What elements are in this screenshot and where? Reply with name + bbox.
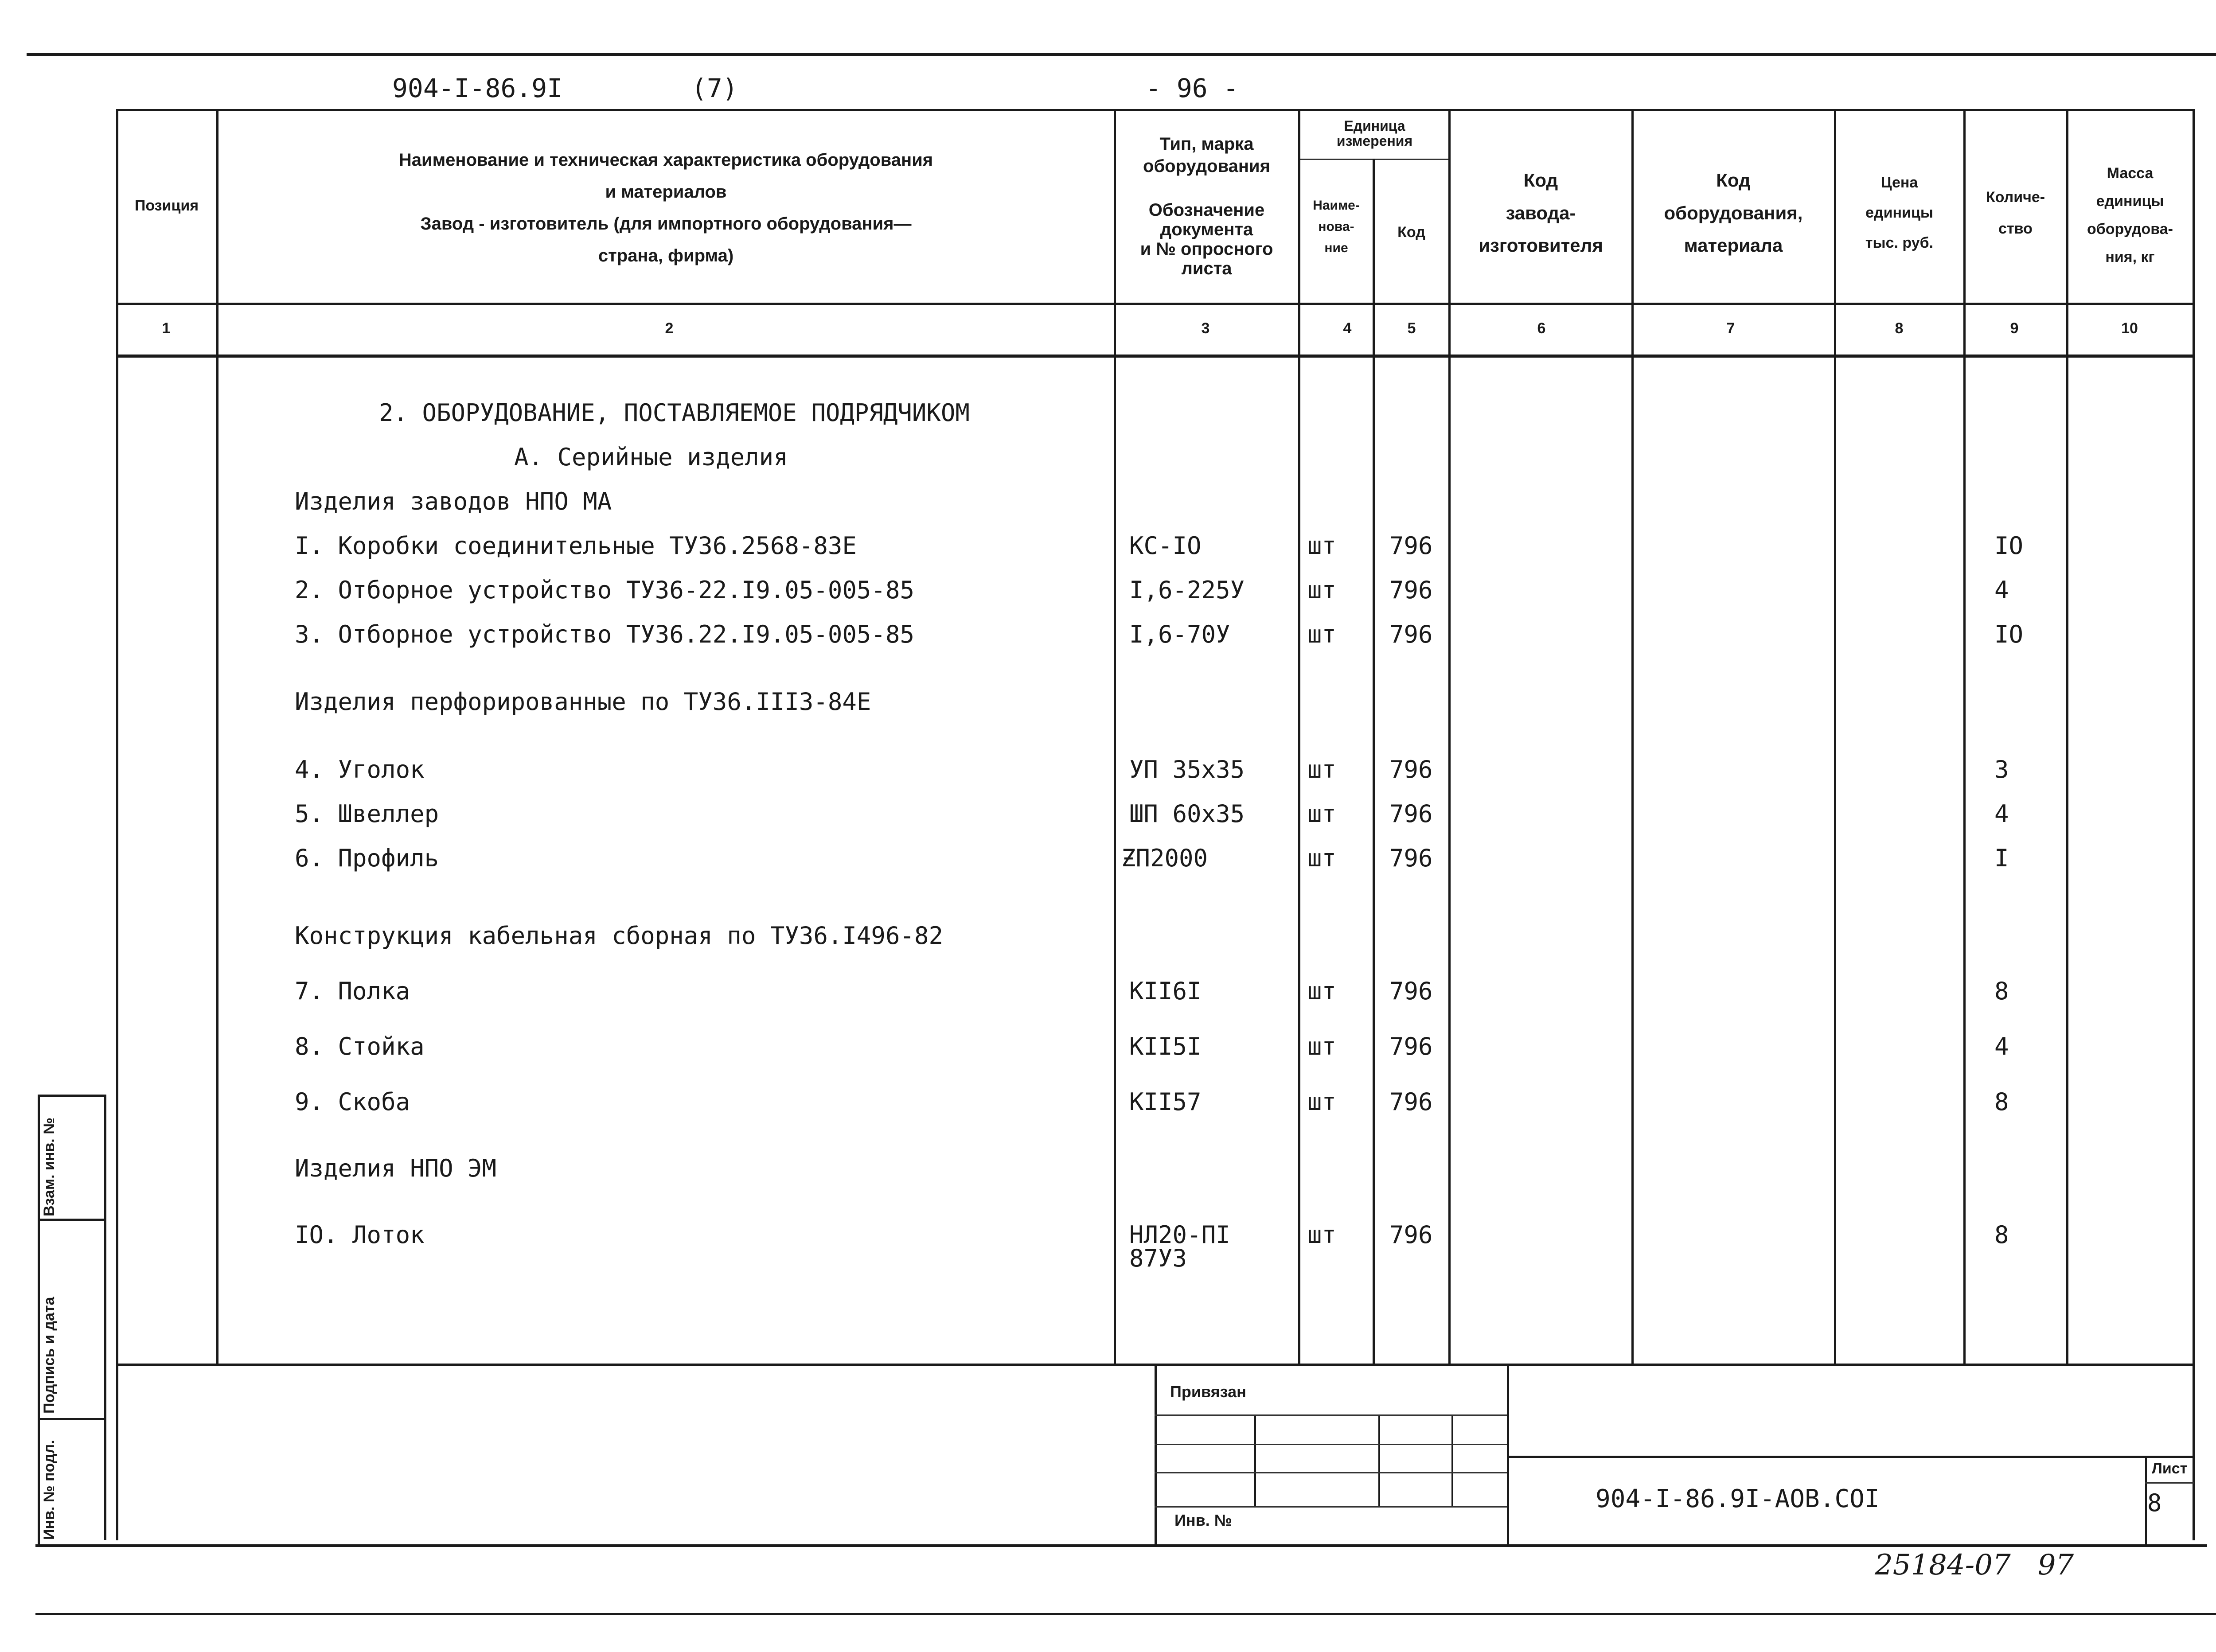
header-mass-line-4: ния, кг	[2105, 248, 2155, 265]
col-line-5	[1448, 109, 1451, 1365]
item-qty: I	[1994, 844, 2009, 872]
page-number: - 96 -	[1146, 73, 1239, 103]
numbers-bottom-line	[116, 355, 2195, 358]
col-line-1	[216, 109, 218, 1365]
header-eq-line-2: оборудования,	[1664, 202, 1803, 223]
sheet-value: 8	[2147, 1489, 2162, 1517]
col-number-5: 5	[1407, 320, 1416, 337]
item-type: УП 35х35	[1129, 756, 1245, 783]
col-line-2	[1114, 109, 1116, 1365]
item-code: 796	[1389, 1032, 1433, 1060]
header-maker-line-1: Код	[1523, 170, 1558, 191]
col-number-9: 9	[2010, 320, 2019, 337]
header-mass-line-1: Масса	[2107, 165, 2154, 182]
item-name: 5. Швеллер	[295, 800, 439, 828]
item-type: I,6-225У	[1129, 576, 1245, 604]
item-unit: шт	[1307, 1088, 1337, 1116]
group-title: Конструкция кабельная сборная по ТУ36.I496-82	[295, 922, 943, 950]
item-name: 6. Профиль	[295, 844, 439, 872]
col-number-3: 3	[1201, 320, 1210, 337]
header-doc-line-3: и № опросного	[1140, 239, 1273, 259]
item-type-line-2: 87У3	[1129, 1244, 1187, 1272]
header-price	[1836, 168, 1962, 258]
item-code: 796	[1389, 844, 1433, 872]
header-price-line-2: единицы	[1865, 204, 1933, 221]
side-stamp-outer	[38, 1095, 40, 1544]
item-unit: шт	[1307, 977, 1337, 1005]
side-stamp-inner	[104, 1095, 106, 1540]
header-doc-line-1: Обозначение	[1148, 200, 1265, 220]
item-name: I. Коробки соединительные ТУ36.2568-83Е	[295, 532, 857, 560]
header-mass-line-3: оборудова-	[2087, 220, 2173, 238]
header-qty-line-1: Количе-	[1986, 189, 2045, 206]
subsection-title: А. Серийные изделия	[514, 443, 788, 471]
item-code: 796	[1389, 1088, 1433, 1116]
item-name: 2. Отборное устройство ТУ36-22.I9.05-005-85	[295, 576, 914, 604]
header-price-line-1: Цена	[1880, 174, 1918, 191]
item-type: ƵП2000	[1121, 844, 1208, 872]
header-maker-line-3: изготовителя	[1479, 235, 1603, 256]
header-equipment-code	[1634, 164, 1833, 262]
side-stamp-div-2	[38, 1418, 106, 1420]
item-name: 3. Отборное устройство ТУ36.22.I9.05-005-85	[295, 620, 914, 648]
header-doc-line-2: документа	[1160, 220, 1253, 239]
item-qty: 4	[1994, 1032, 2009, 1060]
item-unit: шт	[1307, 532, 1337, 560]
header-unit-group	[1301, 119, 1448, 148]
header-eq-line-1: Код	[1716, 170, 1751, 191]
sheet-label: Лист	[2152, 1460, 2188, 1477]
header-name-line-3: Завод - изготовитель (для импортного оборудования—	[420, 214, 912, 234]
header-type-line-2: оборудования	[1143, 156, 1270, 176]
header-unit-name	[1301, 195, 1372, 259]
header-name	[222, 144, 1110, 272]
header-qty-line-2: ство	[1998, 220, 2033, 238]
item-qty: 8	[1994, 977, 2009, 1005]
header-maker-line-2: завода-	[1506, 202, 1576, 223]
item-unit: шт	[1307, 620, 1337, 648]
stamp-row-1	[1155, 1414, 1507, 1416]
item-unit: шт	[1307, 756, 1337, 783]
item-code: 796	[1389, 576, 1433, 604]
group-title: Изделия НПО ЭМ	[295, 1154, 497, 1182]
header-type-line-1: Тип, марка	[1159, 134, 1254, 154]
stamp-mid-line	[1507, 1365, 1509, 1544]
stamp-linked-label: Привязан	[1170, 1383, 1246, 1401]
header-doc-line-4: листа	[1181, 259, 1232, 278]
item-unit: шт	[1307, 844, 1337, 872]
side-podpis-label: Подпись и дата	[41, 1297, 58, 1414]
header-maker-code	[1451, 164, 1631, 262]
header-unit-name-line-3: ние	[1324, 241, 1348, 255]
col-number-10: 10	[2121, 320, 2138, 337]
col-number-7: 7	[1726, 320, 1735, 337]
header-mass	[2068, 160, 2192, 271]
frame-top-line	[27, 53, 2216, 56]
item-type: КII5I	[1129, 1032, 1202, 1060]
item-qty: IO	[1994, 532, 2024, 560]
col-number-4: 4	[1343, 320, 1352, 337]
item-code: 796	[1389, 977, 1433, 1005]
header-doc	[1117, 200, 1296, 278]
doc-designation: 904-I-86.9I-АОВ.СОI	[1596, 1484, 1880, 1513]
item-type: ШП 60х35	[1129, 800, 1245, 828]
col-number-2: 2	[665, 320, 674, 337]
side-vzam-label: Взам. инв. №	[41, 1117, 58, 1216]
header-unit-code: Код	[1397, 224, 1425, 241]
header-type	[1117, 133, 1296, 177]
col-line-7	[1834, 109, 1836, 1365]
col-line-3	[1298, 109, 1300, 1365]
header-position: Позиция	[134, 197, 199, 214]
header-name-line-4: страна, фирма)	[598, 246, 734, 265]
item-code: 796	[1389, 800, 1433, 828]
item-type: НЛ20-ПI	[1129, 1221, 1230, 1249]
item-unit: шт	[1307, 576, 1337, 604]
sheet-box-divider	[2145, 1482, 2194, 1484]
item-qty: 4	[1994, 800, 2009, 828]
item-qty: 8	[1994, 1088, 2009, 1116]
item-name: 9. Скоба	[295, 1088, 410, 1116]
group-title: Изделия заводов НПО МА	[295, 487, 612, 515]
header-bottom-line	[116, 303, 2195, 305]
col-number-6: 6	[1537, 320, 1546, 337]
item-type: I,6-70У	[1129, 620, 1230, 648]
item-qty: 4	[1994, 576, 2009, 604]
stamp-col-a	[1254, 1416, 1256, 1507]
item-code: 796	[1389, 1221, 1433, 1249]
stamp-col-c	[1451, 1416, 1453, 1507]
header-unit-name-line-1: Наиме-	[1313, 198, 1360, 213]
item-unit: шт	[1307, 800, 1337, 828]
item-name: 7. Полка	[295, 977, 410, 1005]
stamp-inv-label: Инв. №	[1174, 1511, 1232, 1529]
item-code: 796	[1389, 620, 1433, 648]
item-name: 4. Уголок	[295, 756, 425, 783]
doc-code: 904-I-86.9I	[392, 73, 563, 103]
col-line-8	[1963, 109, 1966, 1365]
unit-group-line	[1300, 159, 1451, 160]
header-unit-name-line-2: нова-	[1318, 219, 1354, 234]
item-qty: 3	[1994, 756, 2009, 783]
item-type: КС-IО	[1129, 532, 1202, 560]
item-code: 796	[1389, 756, 1433, 783]
col-line-6	[1631, 109, 1634, 1365]
item-unit: шт	[1307, 1221, 1337, 1249]
item-name: 8. Стойка	[295, 1032, 425, 1060]
item-qty: 8	[1994, 1221, 2009, 1249]
frame-bottom-line	[35, 1613, 2216, 1615]
col-line-10	[2193, 109, 2195, 1540]
table-top-line	[116, 109, 2195, 111]
header-eq-line-3: материала	[1684, 235, 1783, 256]
section-title: 2. ОБОРУДОВАНИЕ, ПОСТАВЛЯЕМОЕ ПОДРЯДЧИКОМ	[379, 399, 970, 427]
stamp-row-4	[1155, 1506, 1507, 1508]
item-type: КII57	[1129, 1088, 1202, 1116]
header-quantity	[1966, 182, 2065, 245]
header-name-line-2: и материалов	[605, 182, 727, 202]
item-qty: IO	[1994, 620, 2024, 648]
header-unit-line-1: Единица	[1344, 118, 1405, 134]
stamp-col-b	[1378, 1416, 1380, 1507]
item-type: КII6I	[1129, 977, 1202, 1005]
side-invpodl-label: Инв. № подл.	[41, 1440, 58, 1540]
col-line-4	[1373, 159, 1375, 1365]
col-line-9	[2066, 109, 2068, 1365]
side-stamp-top	[38, 1095, 106, 1097]
stamp-right-divider	[1507, 1456, 2194, 1458]
col-number-1: 1	[162, 320, 171, 337]
col-number-8: 8	[1895, 320, 1904, 337]
header-price-line-3: тыс. руб.	[1865, 234, 1934, 251]
col-line-0	[116, 109, 118, 1540]
sheet-mark: (7)	[691, 73, 738, 103]
stamp-row-3	[1155, 1472, 1507, 1473]
header-name-line-1: Наименование и техническая характеристика оборудования	[398, 150, 933, 170]
side-stamp-div-1	[38, 1219, 106, 1221]
frame-bottom-outer	[35, 1544, 2207, 1547]
handwritten-number: 25184-07 97	[1875, 1549, 2074, 1582]
sheet-box-line	[2145, 1456, 2147, 1544]
stamp-left-line	[1155, 1365, 1157, 1544]
group-title: Изделия перфорированные по ТУ36.III3-84Е	[295, 688, 871, 716]
header-unit-line-2: измерения	[1336, 132, 1413, 149]
item-name: IO. Лоток	[295, 1221, 425, 1249]
stamp-row-2	[1155, 1444, 1507, 1445]
header-mass-line-2: единицы	[2096, 192, 2164, 210]
item-unit: шт	[1307, 1032, 1337, 1060]
item-code: 796	[1389, 532, 1433, 560]
